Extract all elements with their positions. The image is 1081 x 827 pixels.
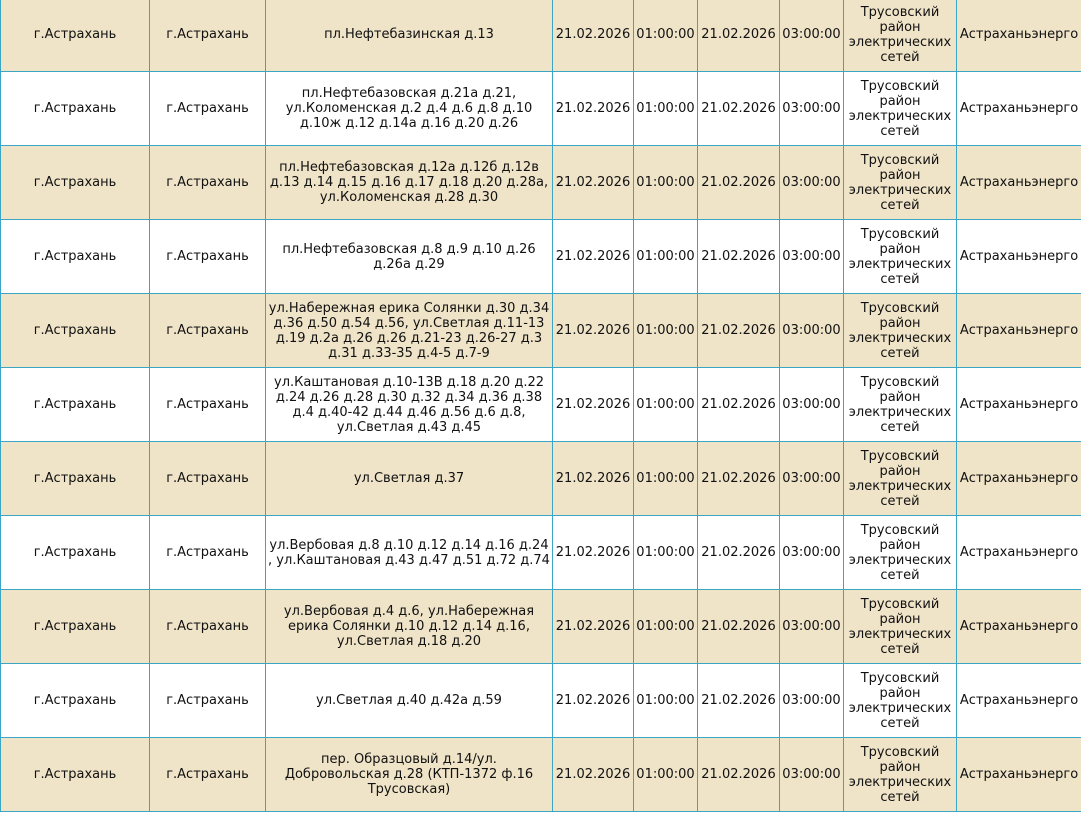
end-date-cell: 21.02.2026 bbox=[698, 72, 780, 146]
locality-cell: г.Астрахань bbox=[1, 220, 150, 294]
start-date-cell: 21.02.2026 bbox=[553, 368, 634, 442]
start-date-cell: 21.02.2026 bbox=[553, 220, 634, 294]
settlement-cell: г.Астрахань bbox=[150, 220, 266, 294]
settlement-cell: г.Астрахань bbox=[150, 738, 266, 812]
organization-cell: Астраханьэнерго bbox=[957, 442, 1081, 516]
district-cell: Трусовский район электрических сетей bbox=[844, 442, 957, 516]
district-cell: Трусовский район электрических сетей bbox=[844, 0, 957, 72]
table-row bbox=[1, 220, 1081, 294]
table-row bbox=[1, 72, 1081, 146]
table-row bbox=[1, 664, 1081, 738]
start-time-cell: 01:00:00 bbox=[634, 368, 698, 442]
start-time-cell: 01:00:00 bbox=[634, 72, 698, 146]
address-cell: пл.Нефтебазовская д.12а д.12б д.12в д.13 д.14 д.15 д.16 д.17 д.18 д.20 д.28а, ул.Коломенская д.28 д.30 bbox=[266, 146, 553, 220]
table-row bbox=[1, 294, 1081, 368]
locality-cell: г.Астрахань bbox=[1, 590, 150, 664]
address-cell: пл.Нефтебазовская д.21а д.21, ул.Коломенская д.2 д.4 д.6 д.8 д.10 д.10ж д.12 д.14а д.16 д.20 д.26 bbox=[266, 72, 553, 146]
end-time-cell: 03:00:00 bbox=[780, 516, 844, 590]
start-time-cell: 01:00:00 bbox=[634, 664, 698, 738]
end-time-cell: 03:00:00 bbox=[780, 0, 844, 72]
settlement-cell: г.Астрахань bbox=[150, 294, 266, 368]
organization-cell: Астраханьэнерго bbox=[957, 368, 1081, 442]
settlement-cell: г.Астрахань bbox=[150, 0, 266, 72]
end-date-cell: 21.02.2026 bbox=[698, 220, 780, 294]
address-cell: пл.Нефтебазинская д.13 bbox=[266, 0, 553, 72]
table-row bbox=[1, 738, 1081, 812]
organization-cell: Астраханьэнерго bbox=[957, 146, 1081, 220]
end-time-cell: 03:00:00 bbox=[780, 590, 844, 664]
start-time-cell: 01:00:00 bbox=[634, 220, 698, 294]
end-time-cell: 03:00:00 bbox=[780, 294, 844, 368]
table-row bbox=[1, 442, 1081, 516]
end-time-cell: 03:00:00 bbox=[780, 220, 844, 294]
end-date-cell: 21.02.2026 bbox=[698, 294, 780, 368]
organization-cell: Астраханьэнерго bbox=[957, 590, 1081, 664]
district-cell: Трусовский район электрических сетей bbox=[844, 72, 957, 146]
start-date-cell: 21.02.2026 bbox=[553, 738, 634, 812]
organization-cell: Астраханьэнерго bbox=[957, 738, 1081, 812]
district-cell: Трусовский район электрических сетей bbox=[844, 590, 957, 664]
locality-cell: г.Астрахань bbox=[1, 0, 150, 72]
locality-cell: г.Астрахань bbox=[1, 146, 150, 220]
address-cell: ул.Светлая д.40 д.42а д.59 bbox=[266, 664, 553, 738]
district-cell: Трусовский район электрических сетей bbox=[844, 146, 957, 220]
start-time-cell: 01:00:00 bbox=[634, 442, 698, 516]
end-time-cell: 03:00:00 bbox=[780, 738, 844, 812]
address-cell: пл.Нефтебазовская д.8 д.9 д.10 д.26 д.26а д.29 bbox=[266, 220, 553, 294]
end-date-cell: 21.02.2026 bbox=[698, 146, 780, 220]
district-cell: Трусовский район электрических сетей bbox=[844, 738, 957, 812]
district-cell: Трусовский район электрических сетей bbox=[844, 294, 957, 368]
address-cell: ул.Вербовая д.4 д.6, ул.Набережная ерика Солянки д.10 д.12 д.14 д.16, ул.Светлая д.18 д.20 bbox=[266, 590, 553, 664]
end-time-cell: 03:00:00 bbox=[780, 72, 844, 146]
locality-cell: г.Астрахань bbox=[1, 516, 150, 590]
settlement-cell: г.Астрахань bbox=[150, 72, 266, 146]
table-row bbox=[1, 516, 1081, 590]
start-date-cell: 21.02.2026 bbox=[553, 72, 634, 146]
start-time-cell: 01:00:00 bbox=[634, 590, 698, 664]
start-time-cell: 01:00:00 bbox=[634, 294, 698, 368]
organization-cell: Астраханьэнерго bbox=[957, 294, 1081, 368]
end-date-cell: 21.02.2026 bbox=[698, 738, 780, 812]
locality-cell: г.Астрахань bbox=[1, 738, 150, 812]
organization-cell: Астраханьэнерго bbox=[957, 516, 1081, 590]
table-row bbox=[1, 590, 1081, 664]
locality-cell: г.Астрахань bbox=[1, 368, 150, 442]
address-cell: ул.Вербовая д.8 д.10 д.12 д.14 д.16 д.24 , ул.Каштановая д.43 д.47 д.51 д.72 д.74 bbox=[266, 516, 553, 590]
table-row bbox=[1, 146, 1081, 220]
end-time-cell: 03:00:00 bbox=[780, 442, 844, 516]
district-cell: Трусовский район электрических сетей bbox=[844, 220, 957, 294]
end-time-cell: 03:00:00 bbox=[780, 664, 844, 738]
start-date-cell: 21.02.2026 bbox=[553, 442, 634, 516]
start-date-cell: 21.02.2026 bbox=[553, 294, 634, 368]
outage-table-body bbox=[1, 0, 1081, 812]
district-cell: Трусовский район электрических сетей bbox=[844, 664, 957, 738]
settlement-cell: г.Астрахань bbox=[150, 442, 266, 516]
organization-cell: Астраханьэнерго bbox=[957, 72, 1081, 146]
end-date-cell: 21.02.2026 bbox=[698, 442, 780, 516]
start-date-cell: 21.02.2026 bbox=[553, 590, 634, 664]
start-date-cell: 21.02.2026 bbox=[553, 0, 634, 72]
locality-cell: г.Астрахань bbox=[1, 664, 150, 738]
organization-cell: Астраханьэнерго bbox=[957, 0, 1081, 72]
start-date-cell: 21.02.2026 bbox=[553, 664, 634, 738]
start-time-cell: 01:00:00 bbox=[634, 146, 698, 220]
start-time-cell: 01:00:00 bbox=[634, 0, 698, 72]
settlement-cell: г.Астрахань bbox=[150, 590, 266, 664]
end-date-cell: 21.02.2026 bbox=[698, 664, 780, 738]
organization-cell: Астраханьэнерго bbox=[957, 220, 1081, 294]
locality-cell: г.Астрахань bbox=[1, 442, 150, 516]
locality-cell: г.Астрахань bbox=[1, 72, 150, 146]
address-cell: ул.Набережная ерика Солянки д.30 д.34 д.36 д.50 д.54 д.56, ул.Светлая д.11-13 д.19 д.2а д.26 д.26 д.21-23 д.26-27 д.3 д.31 д.33-35 д.4-5 д.7-9 bbox=[266, 294, 553, 368]
address-cell: ул.Каштановая д.10-13В д.18 д.20 д.22 д.24 д.26 д.28 д.30 д.32 д.34 д.36 д.38 д.4 д.40-42 д.44 д.46 д.56 д.6 д.8, ул.Светлая д.43 д.45 bbox=[266, 368, 553, 442]
end-date-cell: 21.02.2026 bbox=[698, 516, 780, 590]
address-cell: пер. Образцовый д.14/ул. Добровольская д.28 (КТП-1372 ф.16 Трусовская) bbox=[266, 738, 553, 812]
end-date-cell: 21.02.2026 bbox=[698, 590, 780, 664]
end-time-cell: 03:00:00 bbox=[780, 146, 844, 220]
table-row bbox=[1, 0, 1081, 72]
settlement-cell: г.Астрахань bbox=[150, 146, 266, 220]
start-time-cell: 01:00:00 bbox=[634, 738, 698, 812]
start-date-cell: 21.02.2026 bbox=[553, 146, 634, 220]
district-cell: Трусовский район электрических сетей bbox=[844, 368, 957, 442]
settlement-cell: г.Астрахань bbox=[150, 516, 266, 590]
district-cell: Трусовский район электрических сетей bbox=[844, 516, 957, 590]
end-date-cell: 21.02.2026 bbox=[698, 0, 780, 72]
settlement-cell: г.Астрахань bbox=[150, 664, 266, 738]
address-cell: ул.Светлая д.37 bbox=[266, 442, 553, 516]
settlement-cell: г.Астрахань bbox=[150, 368, 266, 442]
table-row bbox=[1, 368, 1081, 442]
end-date-cell: 21.02.2026 bbox=[698, 368, 780, 442]
start-time-cell: 01:00:00 bbox=[634, 516, 698, 590]
start-date-cell: 21.02.2026 bbox=[553, 516, 634, 590]
locality-cell: г.Астрахань bbox=[1, 294, 150, 368]
organization-cell: Астраханьэнерго bbox=[957, 664, 1081, 738]
end-time-cell: 03:00:00 bbox=[780, 368, 844, 442]
